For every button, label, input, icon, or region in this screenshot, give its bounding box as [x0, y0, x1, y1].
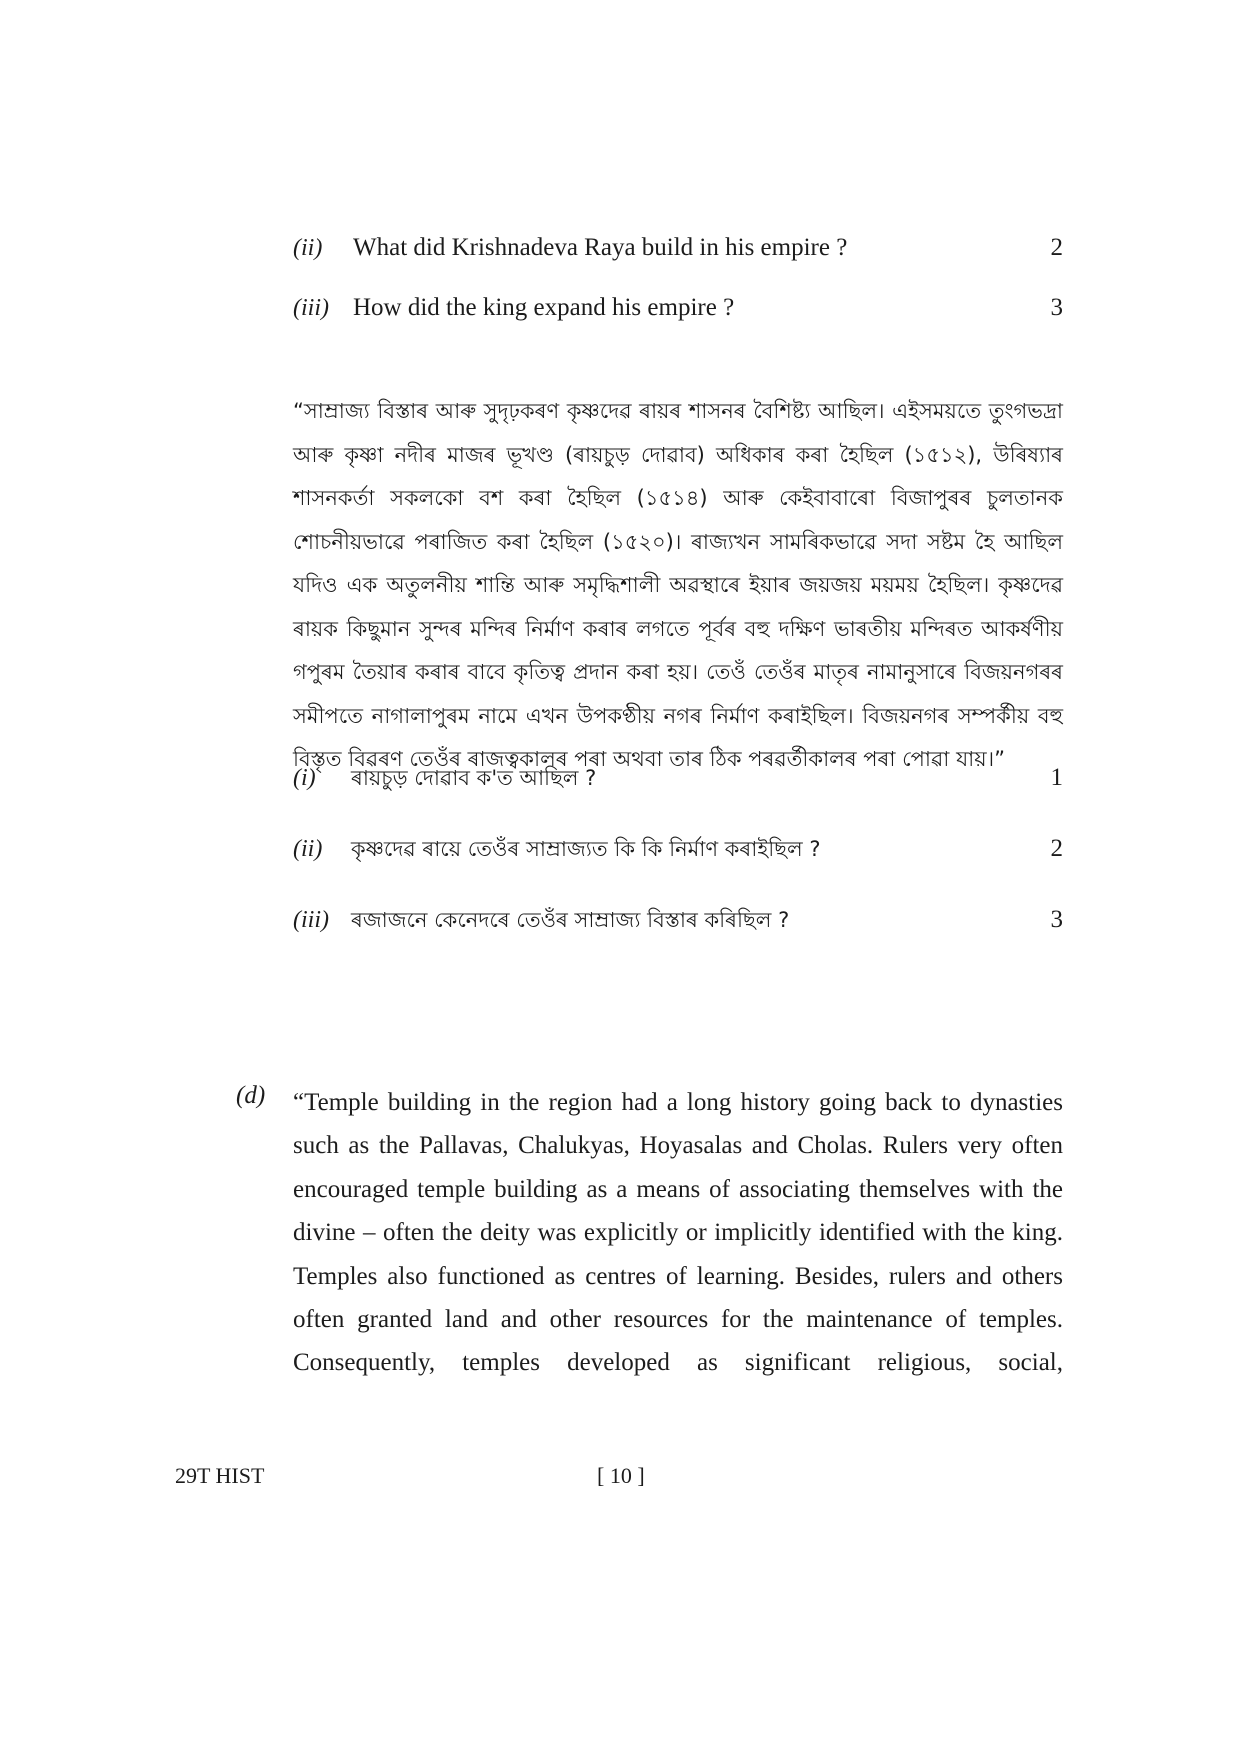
question-i-assamese: [293, 762, 1063, 797]
question-marks: 3: [1050, 294, 1063, 321]
section-d-passage: “Temple building in the region had a long history going back to dynasties such as the Pallavas, Chalukyas, Hoyasalas and Cholas. Rulers very often encouraged temple building as a means of associating themselves with the divine – often the deity was explicitly or implicitly identified with the king. Temples also functioned as centres of learning. Besides, rulers and others often granted land and other resources for the maintenance of temples. Consequently, temples developed as significant religious, social,: [293, 1089, 1063, 1377]
page-number: [ 10 ]: [597, 1463, 645, 1488]
question-number: (iii): [293, 907, 329, 933]
question-marks: 2: [1050, 234, 1063, 261]
question-marks: 2: [1050, 835, 1063, 862]
assamese-passage: “সাম্ৰাজ্য বিস্তাৰ আৰু সুদৃঢ়কৰণ কৃষ্ণদেৱ ৰায়ৰ শাসনৰ বৈশিষ্ট্য আছিল। এইসময়তে তুংগভদ্ৰা আৰু কৃষ্ণা নদীৰ মাজৰ ভূখণ্ড (ৰায়চুড় দোৱাব) অধিকাৰ কৰা হৈছিল (১৫১২), উৰিষ্যাৰ শাসনকৰ্তা সকলকো বশ কৰা হৈছিল (১৫১৪) আৰু কেইবাবাৰো বিজাপুৰৰ চুলতানক শোচনীয়ভাৱে পৰাজিত কৰা হৈছিল (১৫২০)। ৰাজ্যখন সামৰিকভাৱে সদা সষ্টম হৈ আছিল যদিও এক অতুলনীয় শান্তি আৰু সমৃদ্ধিশালী অৱস্থাৰে ইয়াৰ জয়জয় ময়ময় হৈছিল। কৃষ্ণদেৱ ৰায়ক কিছুমান সুন্দৰ মন্দিৰ নিৰ্মাণ কৰাৰ লগতে পূৰ্বৰ বহু দক্ষিণ ভাৰতীয় মন্দিৰত আকৰ্ষণীয় গপুৰম তৈয়াৰ কৰাৰ বাবে কৃতিত্ব প্ৰদান কৰা হয়। তেওঁ তেওঁৰ মাতৃৰ নামানুসাৰে বিজয়নগৰৰ সমীপতে নাগালাপুৰম নামে এখন উপকণ্ঠীয় নগৰ নিৰ্মাণ কৰাইছিল। বিজয়নগৰ সম্পৰ্কীয় বহু বিস্তৃত বিৱৰণ তেওঁৰ ৰাজত্বকালৰ পৰা অথবা তাৰ ঠিক পৰৱৰ্তীকালৰ পৰা পোৱা যায়।”: [293, 399, 1063, 771]
question-text: ৰায়চুড় দোৱাব ক'ত আছিল ?: [351, 766, 597, 790]
question-number: (i): [293, 765, 316, 791]
question-iii-assamese: [293, 904, 1063, 939]
question-text: How did the king expand his empire ?: [353, 294, 735, 321]
question-number: (ii): [293, 235, 323, 261]
question-number: (ii): [293, 836, 323, 862]
question-text: What did Krishnadeva Raya build in his empire ?: [353, 234, 848, 261]
question-number: (iii): [293, 295, 329, 321]
question-iii-english: [293, 294, 1063, 322]
question-ii-assamese: [293, 833, 1063, 868]
question-marks: 3: [1050, 906, 1063, 933]
paper-code: 29T HIST: [175, 1463, 265, 1488]
section-d-label: (d): [236, 1082, 266, 1109]
question-text: ৰজাজনে কেনেদৰে তেওঁৰ সাম্ৰাজ্য বিস্তাৰ কৰিছিল ?: [351, 908, 790, 932]
question-text: কৃষ্ণদেৱ ৰায়ে তেওঁৰ সাম্ৰাজ্যত কি কি নিৰ্মাণ কৰাইছিল ?: [351, 837, 821, 861]
question-ii-english: [293, 234, 1063, 262]
question-marks: 1: [1050, 764, 1063, 791]
